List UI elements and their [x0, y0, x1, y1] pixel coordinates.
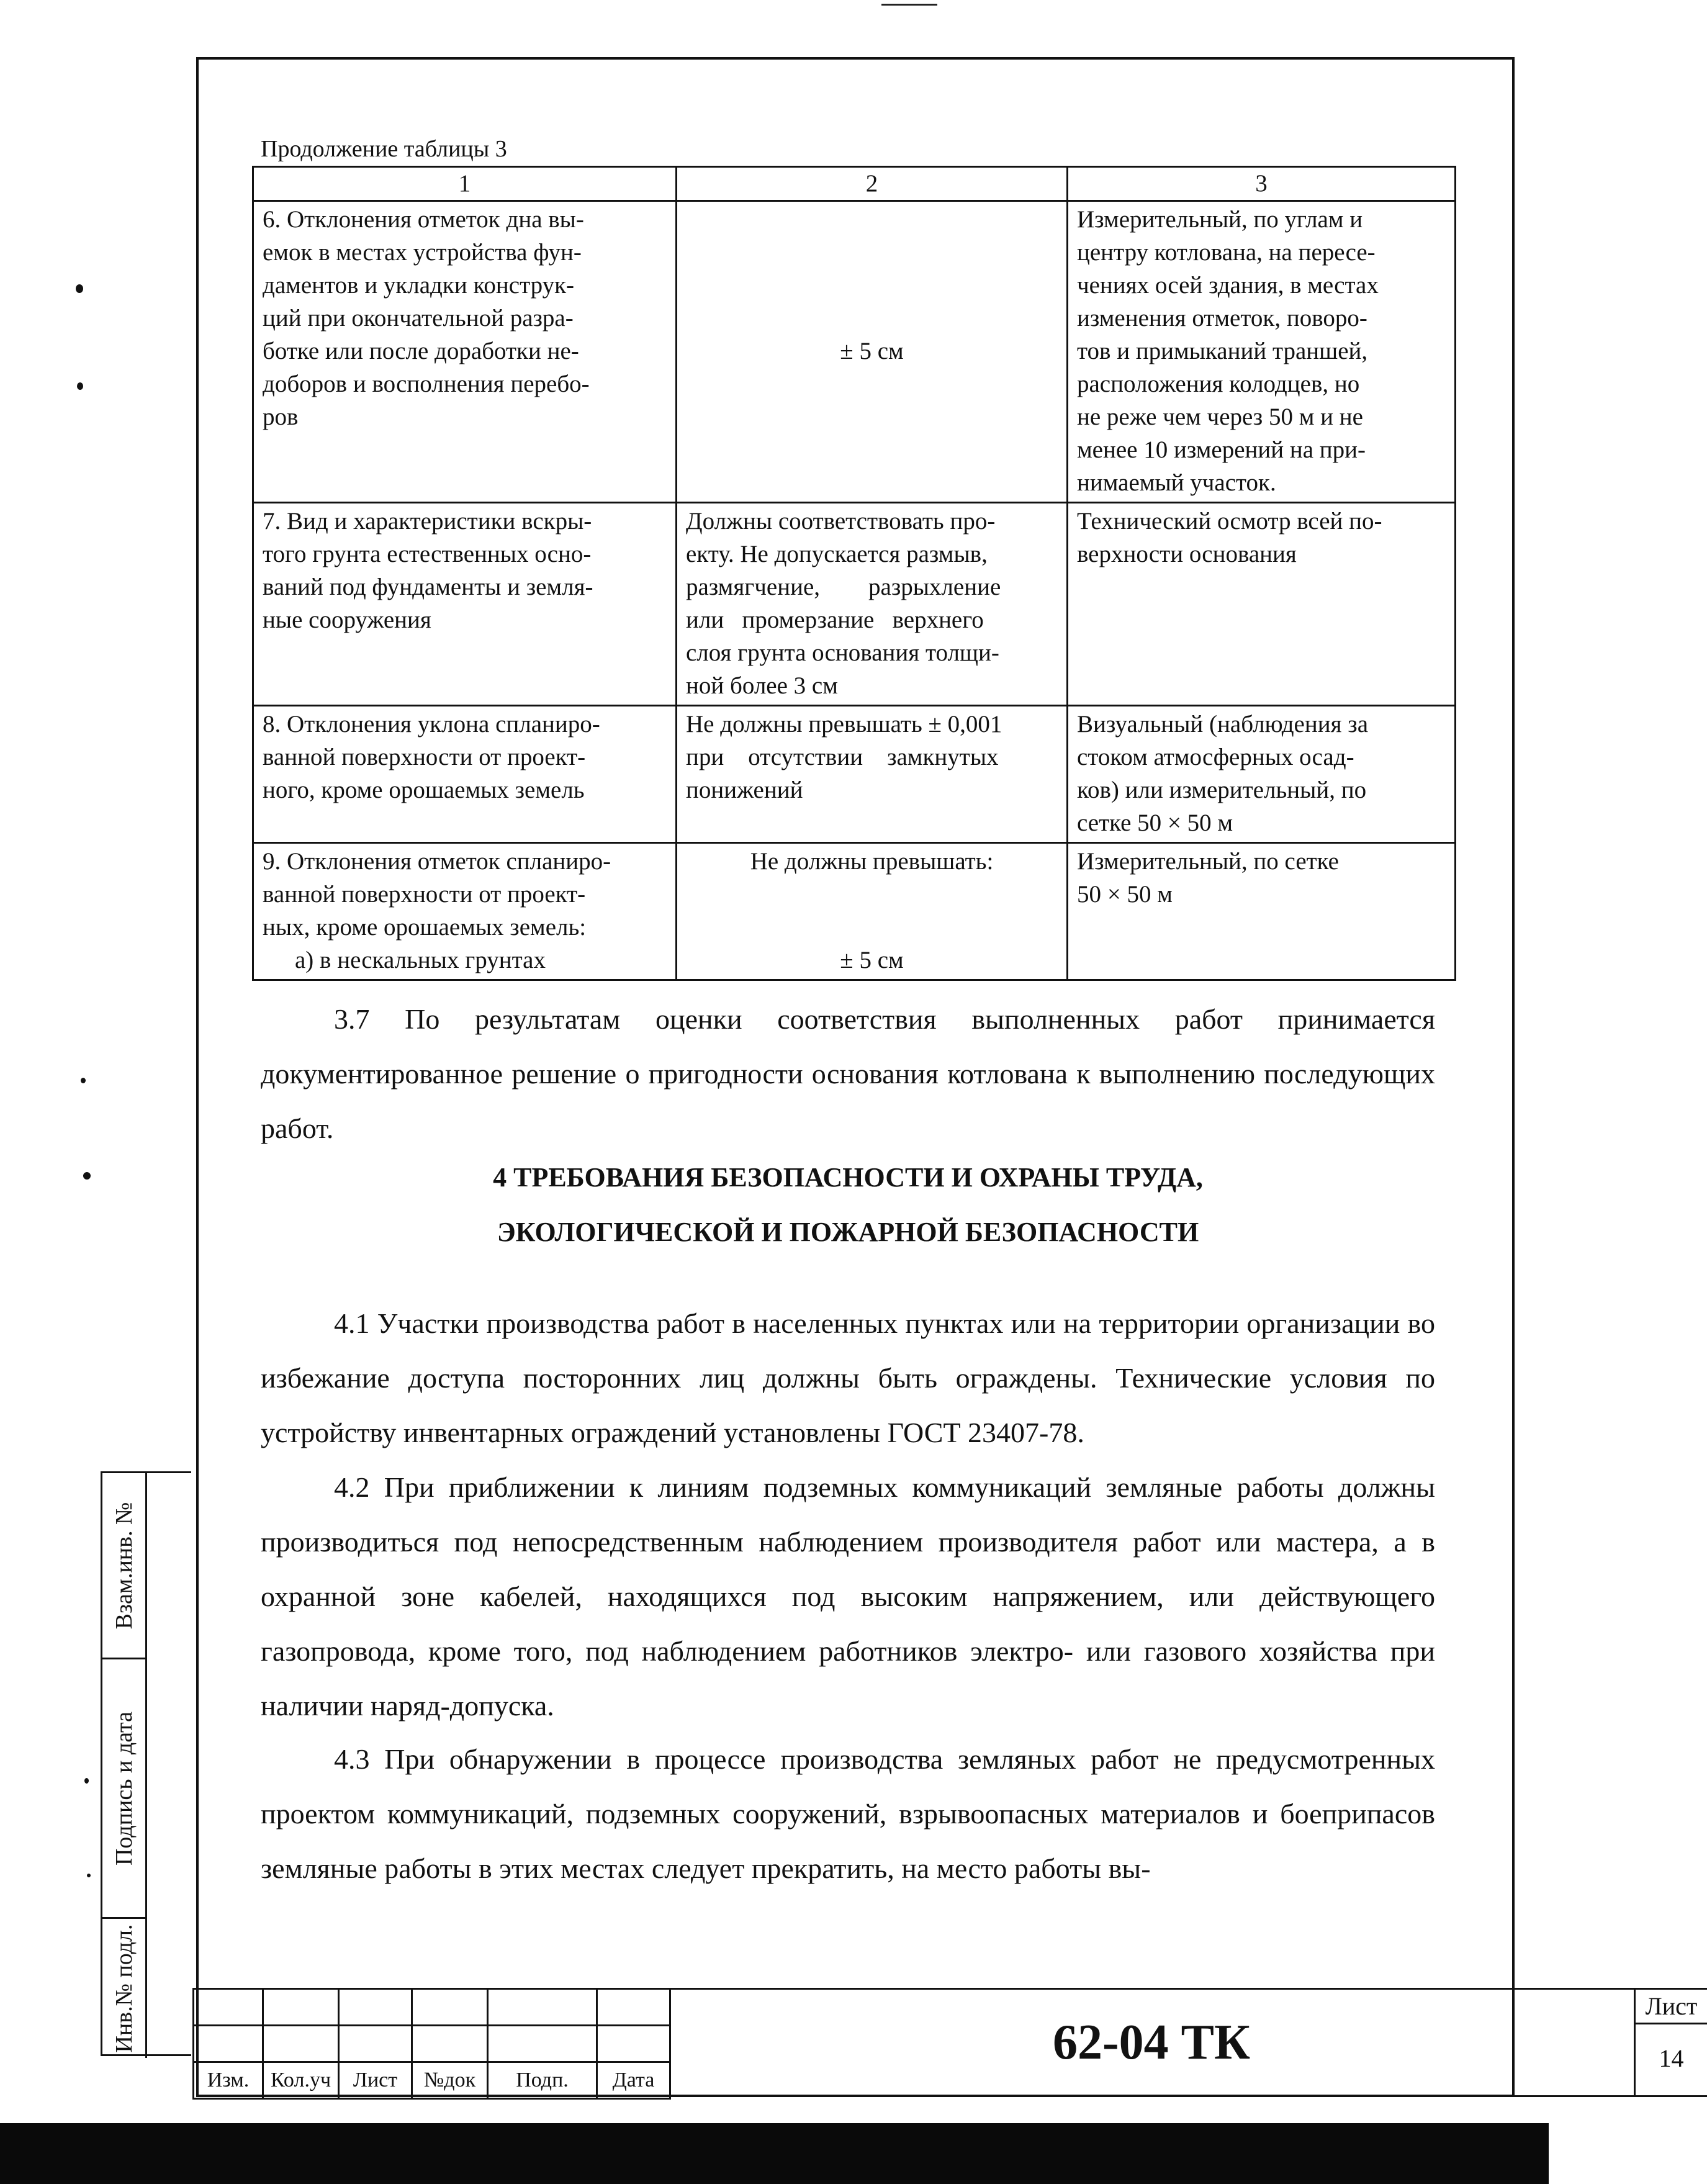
scan-speck — [76, 284, 83, 293]
section-4-heading — [261, 1150, 1435, 1260]
revision-grid — [192, 1988, 671, 2100]
side-label: Инв.№ подл. — [110, 1924, 137, 2053]
scan-speck — [84, 1778, 89, 1784]
cell-line: центру котлована, на пересе- — [1077, 239, 1376, 266]
cell-line: Измерительный, по углам и — [1077, 206, 1363, 233]
cell-line: 50 × 50 м — [1077, 881, 1173, 908]
cell-line: 6. Отклонения отметок дна вы- — [263, 206, 584, 233]
scan-bottom-edge — [0, 2123, 1549, 2184]
column-header-list: Лист — [339, 2062, 412, 2099]
cell-line: Должны соответствовать про- — [686, 508, 996, 535]
cell-line: не реже чем через 50 м и не — [1077, 404, 1363, 430]
cell-line: чениях осей здания, в местах — [1077, 272, 1379, 299]
cell-line: а) в нескальных грунтах — [295, 947, 546, 973]
cell-line: Измерительный, по сетке — [1077, 848, 1339, 875]
revision-header-row — [194, 2062, 670, 2099]
approval-side-stamp — [101, 1471, 191, 2056]
table-row — [253, 503, 1456, 706]
scan-speck — [87, 1874, 91, 1877]
cell-line: 7. Вид и характеристики вскры- — [263, 508, 592, 535]
cell-line: екту. Не допускается размыв, — [686, 541, 988, 567]
cell-line: того грунта естественных осно- — [263, 541, 592, 567]
table-cell — [1068, 843, 1456, 980]
cell-line: расположения колодцев, но — [1077, 371, 1360, 397]
section-4-heading-line: 4 ТРЕБОВАНИЯ БЕЗОПАСНОСТИ И ОХРАНЫ ТРУДА, — [493, 1162, 1203, 1193]
cell-line: ков) или измерительный, по — [1077, 777, 1367, 803]
cell-line: 8. Отклонения уклона спланиро- — [263, 711, 600, 738]
cell-line: ботке или после доработки не- — [263, 338, 579, 364]
sheet-label: Лист — [1636, 1990, 1707, 2024]
table-cell — [253, 706, 677, 843]
cell-line: 9. Отклонения отметок спланиро- — [263, 848, 611, 875]
column-header: 2 — [677, 167, 1068, 201]
table-cell — [253, 503, 677, 706]
cell-line: размягчение, разрыхление — [686, 574, 1001, 600]
table-row — [253, 706, 1456, 843]
cell-line: ров — [263, 404, 299, 430]
sheet-box — [1634, 1988, 1707, 2097]
cell-line: верхности основания — [1077, 541, 1297, 567]
cell-line: доборов и восполнения перебо- — [263, 371, 590, 397]
cell-line: нимаемый участок. — [1077, 469, 1276, 496]
table-cell — [1068, 706, 1456, 843]
cell-line: ванной поверхности от проект- — [263, 881, 586, 908]
table-cell — [253, 843, 677, 980]
cell-line: даментов и укладки конструк- — [263, 272, 575, 299]
side-cell-orig-inv — [102, 1919, 147, 2058]
cell-line: Технический осмотр всей по- — [1077, 508, 1382, 535]
cell-line: изменения отметок, поворо- — [1077, 305, 1367, 332]
section-4-heading-line: ЭКОЛОГИЧЕСКОЙ И ПОЖАРНОЙ БЕЗОПАСНОСТИ — [497, 1217, 1199, 1247]
scan-speck — [83, 1172, 91, 1180]
title-block — [192, 1988, 1698, 2097]
table-cell — [1068, 201, 1456, 503]
cell-line: тов и примыканий траншей, — [1077, 338, 1368, 364]
column-header: 1 — [253, 167, 677, 201]
cell-line: ций при окончательной разра- — [263, 305, 574, 332]
column-header-ndoc: №док — [412, 2062, 488, 2099]
cell-line: понижений — [686, 777, 803, 803]
inspection-table — [252, 166, 1456, 981]
column-header-podp: Подп. — [488, 2062, 597, 2099]
table-row — [253, 201, 1456, 503]
cell-line: или промерзание верхнего — [686, 607, 984, 633]
side-cell-signature — [102, 1659, 147, 1919]
table-row — [253, 843, 1456, 980]
side-label: Взам.инв. № — [110, 1502, 137, 1629]
revision-row — [194, 2026, 670, 2062]
cell-line: Не должны превышать: — [750, 848, 994, 875]
cell-line: стоком атмосферных осад- — [1077, 744, 1354, 770]
cell-line: ваний под фундаменты и земля- — [263, 574, 593, 600]
table-cell — [253, 201, 677, 503]
table-cell — [677, 706, 1068, 843]
table-cell — [677, 843, 1068, 980]
table-header-row — [253, 167, 1456, 201]
revision-row — [194, 1989, 670, 2026]
cell-line: менее 10 измерений на при- — [1077, 436, 1366, 463]
sheet-number: 14 — [1659, 2044, 1684, 2072]
cell-spacer — [686, 878, 1058, 944]
table-cell: ± 5 см — [677, 201, 1068, 503]
column-header-kol: Кол.уч — [263, 2062, 339, 2099]
document-code: 62-04 ТК — [669, 1988, 1634, 2097]
paragraph-3-7: 3.7 По результатам оценки соответствия выполненных работ принимается документированное решение о пригодности основания котлована к выполнению последующих работ. — [261, 1003, 1435, 1144]
cell-line: ных, кроме орошаемых земель: — [263, 914, 587, 941]
table-caption: Продолжение таблицы 3 — [261, 136, 507, 162]
cell-line: ванной поверхности от проект- — [263, 744, 586, 770]
table-cell — [1068, 503, 1456, 706]
paragraph-4-2: 4.2 При приближении к линиям подземных коммуникаций земляные работы должны производиться под непосредственным наблюдением производителя работ или мастера, а в охранной зоне кабелей, находящихся под высоким напряжением, или действующего газопровода, кроме того, под наблюдением работников электро- или газового хозяйства при наличии наряд-допуска. — [261, 1471, 1435, 1721]
cell-line: ного, кроме орошаемых земель — [263, 777, 585, 803]
cell-line: сетке 50 × 50 м — [1077, 810, 1233, 836]
column-header-data: Дата — [597, 2062, 670, 2099]
cell-line: слоя грунта основания толщи- — [686, 639, 999, 666]
paragraph-4-3: 4.3 При обнаружении в процессе производства земляных работ не предусмотренных проектом коммуникаций, подземных сооружений, взрывоопасных материалов и боеприпасов земляные работы в этих местах следует прекратить, на место работы вы- — [261, 1743, 1435, 1884]
scan-speck — [81, 1078, 86, 1083]
side-cell-replace-inv — [102, 1473, 147, 1659]
cell-line: при отсутствии замкнутых — [686, 744, 999, 770]
top-edge-mark — [881, 4, 937, 6]
cell-line: Не должны превышать ± 0,001 — [686, 711, 1002, 738]
cell-line: ные сооружения — [263, 607, 431, 633]
column-header-izm: Изм. — [194, 2062, 263, 2099]
side-label: Подпись и дата — [110, 1711, 137, 1866]
column-header: 3 — [1068, 167, 1456, 201]
paragraph-4-1: 4.1 Участки производства работ в населенных пунктах или на территории организации во избежание доступа посторонних лиц должны быть ограждены. Технические условия по устройству инвентарных ограждений установлены ГОСТ 23407-78. — [261, 1307, 1435, 1448]
cell-line: Визуальный (наблюдения за — [1077, 711, 1369, 738]
scan-speck — [77, 382, 83, 390]
cell-line: ± 5 см — [840, 947, 904, 973]
cell-line: емок в местах устройства фун- — [263, 239, 582, 266]
cell-line: ной более 3 см — [686, 672, 838, 699]
table-cell — [677, 503, 1068, 706]
